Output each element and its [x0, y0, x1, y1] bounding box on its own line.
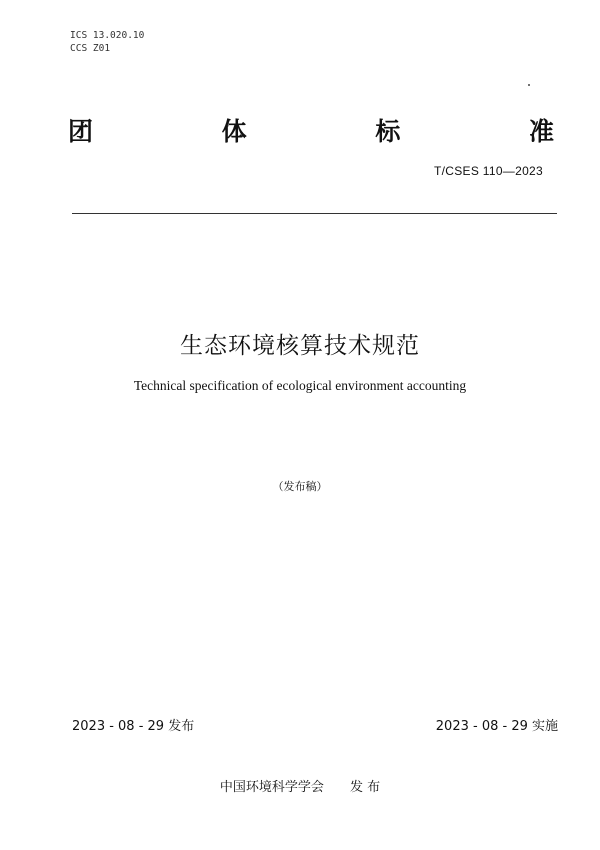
draft-status: （发布稿）	[272, 480, 328, 493]
standard-type-char: 体	[221, 117, 247, 146]
ccs-code: CCS Z01	[70, 43, 111, 54]
issuer-line	[0, 776, 600, 795]
issue-date: 2023 - 08 - 29 发布	[72, 719, 195, 734]
title-chinese: 生态环境核算技术规范	[180, 333, 420, 359]
title-english: Technical specification of ecological environment accounting	[133, 378, 467, 393]
issuer-organization: 中国环境科学学会	[219, 780, 324, 795]
issuer-action: 发 布	[349, 780, 381, 795]
header-divider	[72, 213, 557, 214]
standard-type-char: 准	[528, 117, 554, 146]
ics-code: ICS 13.020.10	[70, 30, 145, 41]
stray-dot	[528, 84, 530, 86]
implementation-date: 2023 - 08 - 29 实施	[435, 719, 558, 734]
standard-type-char: 标	[375, 117, 401, 146]
standard-type-char: 团	[68, 117, 94, 146]
standard-number: T/CSES 110—2023	[433, 164, 543, 178]
classification-codes	[70, 29, 144, 55]
standard-type-heading	[68, 112, 554, 148]
